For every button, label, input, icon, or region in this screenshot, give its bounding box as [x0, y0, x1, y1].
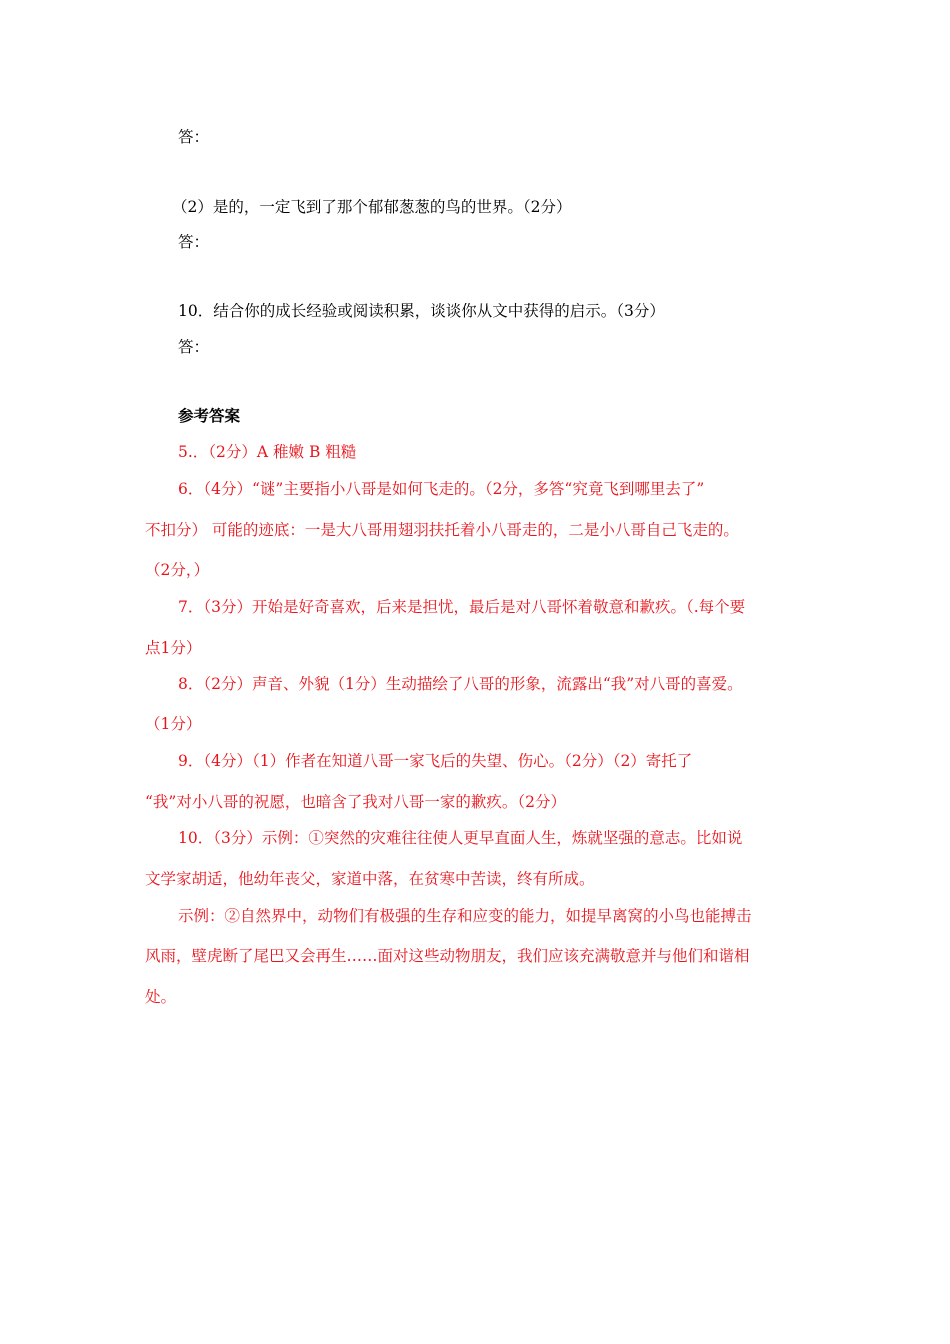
answer-key-heading: 参考答案: [178, 407, 241, 425]
answer-line-5: 5.．（2分）A 稚嫩 B 粗糙: [178, 443, 357, 461]
answer-line-6: 6．（4分）“谜”主要指小八哥是如何飞走的。（2分，多答“究竟飞到哪里去了”: [178, 480, 705, 498]
answer-line-10-example-2: 示例：②自然界中，动物们有极强的生存和应变的能力，如提早离窝的小鸟也能搏击: [178, 907, 752, 925]
answer-line-9-cont: “我”对小八哥的祝愿，也暗含了我对八哥一家的歉疚。（2分）: [145, 793, 566, 811]
answer-label: 答：: [178, 233, 210, 251]
answer-line-6-score: （2分，）: [145, 561, 210, 579]
answer-line-7-cont: 点1分）: [145, 639, 202, 657]
answer-line-10: 10．（3分）示例：①突然的灾难往往使人更早直面人生，炼就坚强的意志。比如说: [178, 829, 743, 847]
answer-line-7: 7．（3分）开始是好奇喜欢，后来是担忧，最后是对八哥怀着敬意和歉疚。（.每个要: [178, 598, 746, 616]
answer-line-10-cont: 文学家胡适，他幼年丧父，家道中落，在贫寒中苦读，终有所成。: [145, 870, 595, 888]
answer-line-10-example-2-end: 处。: [145, 988, 177, 1006]
question-9-part-2: （2）是的，一定飞到了那个郁郁葱葱的鸟的世界。（2分）: [172, 198, 572, 216]
answer-line-10-example-2-cont: 风雨，壁虎断了尾巴又会再生……面对这些动物朋友，我们应该充满敬意并与他们和谐相: [145, 947, 750, 965]
answer-line-8-cont: （1分）: [145, 715, 202, 733]
answer-line-6-cont: 不扣分） 可能的迹底：一是大八哥用翅羽扶托着小八哥走的，二是小八哥自己飞走的。: [145, 521, 739, 539]
answer-line-9: 9．（4分）（1）作者在知道八哥一家飞后的失望、伤心。（2分）（2）寄托了: [178, 752, 693, 770]
answer-label: 答：: [178, 338, 210, 356]
answer-label: 答：: [178, 128, 210, 146]
question-10: 10．结合你的成长经验或阅读积累，谈谈你从文中获得的启示。（3分）: [178, 302, 665, 320]
answer-line-8: 8．（2分）声音、外貌（1分）生动描绘了八哥的形象，流露出“我”对八哥的喜爱。: [178, 675, 743, 693]
